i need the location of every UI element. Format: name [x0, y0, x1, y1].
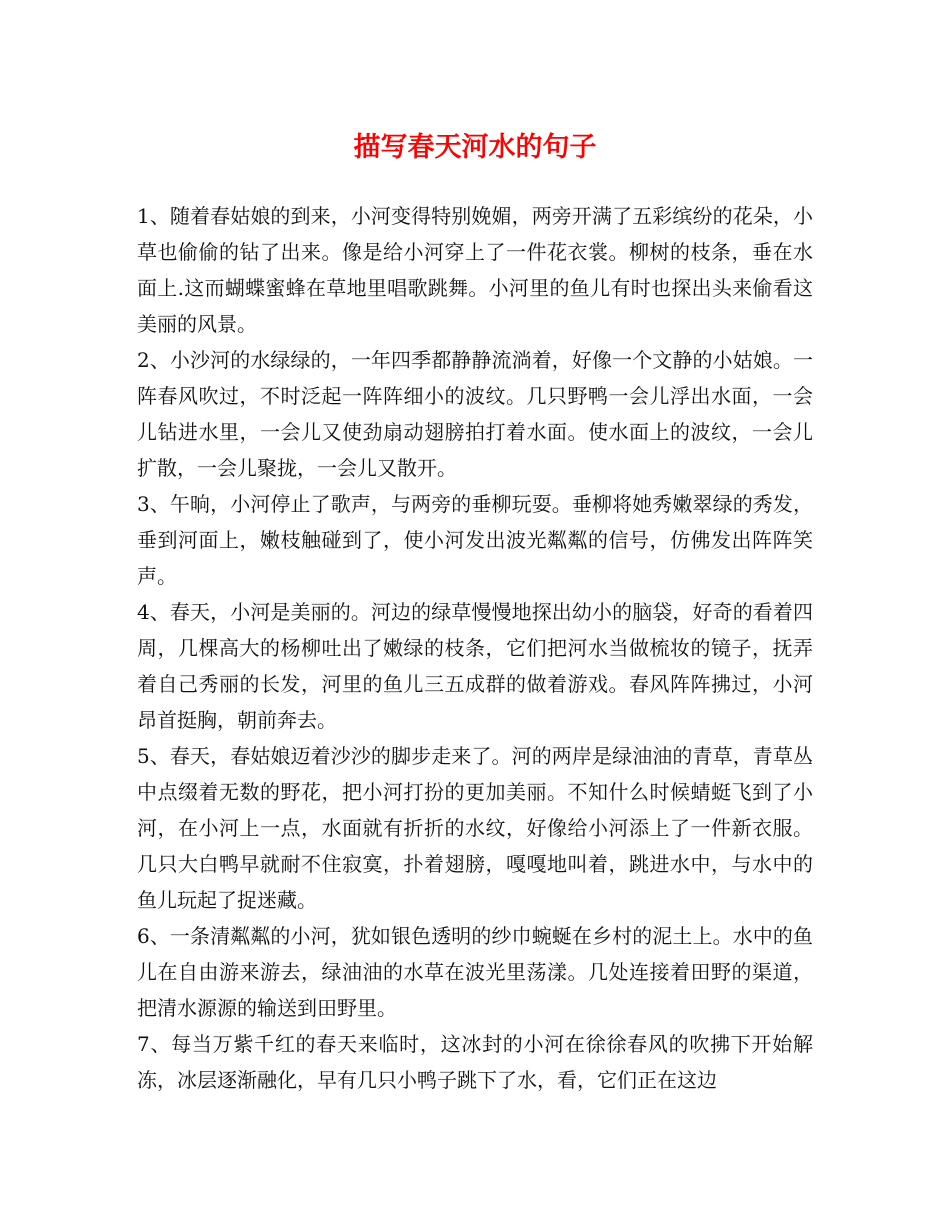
paragraph-1: 1、随着春姑娘的到来，小河变得特别娩媚，两旁开满了五彩缤纷的花朵，小草也偷偷的钻了出来。像是给小河穿上了一件花衣裳。柳树的枝条，垂在水面上.这而蝴蝶蜜蜂在草地里唱歌跳舞。小河里的鱼儿有时也探出头来偷看这美丽的风景。	[137, 204, 813, 336]
page-title: 描写春天河水的句子	[353, 132, 597, 163]
paragraph-3: 3、午晌，小河停止了歌声，与两旁的垂柳玩耍。垂柳将她秀嫩翠绿的秀发，垂到河面上，嫩枝触碰到了，使小河发出波光粼粼的信号，仿佛发出阵阵笑声。	[137, 492, 813, 588]
paragraph-5: 5、春天，春姑娘迈着沙沙的脚步走来了。河的两岸是绿油油的青草，青草丛中点缀着无数的野花，把小河打扮的更加美丽。不知什么时候蜻蜓飞到了小河，在小河上一点，水面就有折折的水纹，好像给小河添上了一件新衣服。几只大白鸭早就耐不住寂寞，扑着翅膀，嘎嘎地叫着，跳进水中，与水中的鱼儿玩起了捉迷藏。	[137, 744, 813, 912]
paragraph-4: 4、春天，小河是美丽的。河边的绿草慢慢地探出幼小的脑袋，好奇的看着四周，几棵高大的杨柳吐出了嫩绿的枝条，它们把河水当做梳妆的镜子，抚弄着自己秀丽的长发，河里的鱼儿三五成群的做着游戏。春风阵阵拂过，小河昂首挺胸，朝前奔去。	[137, 600, 813, 732]
paragraph-2: 2、小沙河的水绿绿的，一年四季都静静流淌着，好像一个文静的小姑娘。一阵春风吹过，不时泛起一阵阵细小的波纹。几只野鸭一会儿浮出水面，一会儿钻进水里，一会儿又使劲扇动翅膀拍打着水面。使水面上的波纹，一会儿扩散，一会儿聚拢，一会儿又散开。	[137, 348, 813, 480]
document-body	[137, 198, 813, 1098]
paragraph-6: 6、一条清粼粼的小河，犹如银色透明的纱巾蜿蜒在乡村的泥土上。水中的鱼儿在自由游来游去，绿油油的水草在波光里荡漾。几处连接着田野的渠道，把清水源源的输送到田野里。	[137, 924, 813, 1020]
paragraph-7: 7、每当万紫千红的春天来临时，这冰封的小河在徐徐春风的吹拂下开始解冻，冰层逐渐融化，早有几只小鸭子跳下了水，看，它们正在这边	[137, 1032, 813, 1092]
